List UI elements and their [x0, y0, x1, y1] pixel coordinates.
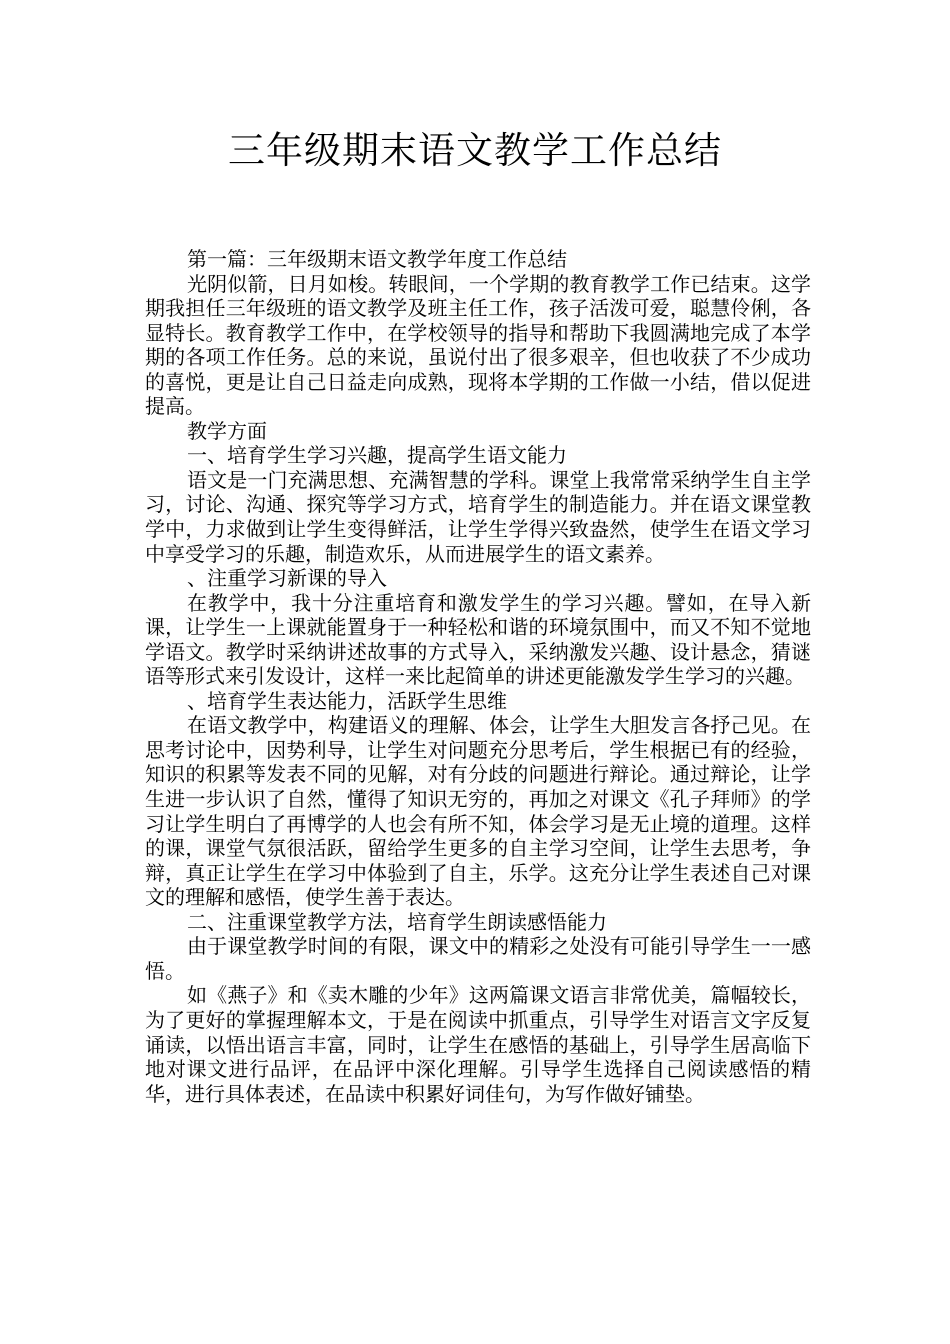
document-title: 三年级期末语文教学工作总结 — [228, 129, 722, 172]
section-heading-teaching: 教学方面 — [187, 418, 267, 443]
intro-paragraph: 光阴似箭，日月如梭。转眼间，一个学期的教育教学工作已结束。这学期我担任三年级班的语文教学及班主任工作，孩子活泼可爱，聪慧伶俐，各显特长。教育教学工作中，在学校领导的指导和帮助下我圆满地完成了本学期的各项工作任务。总的来说，虽说付出了很多艰辛，但也收获了不少成功的喜悦，更是让自己日益走向成熟，现将本学期的工作做一小结，借以促进提高。 — [145, 271, 811, 419]
subheading-new-lesson: 、注重学习新课的导入 — [187, 566, 387, 591]
paragraph-interest: 语文是一门充满思想、充满智慧的学科。课堂上我常常采纳学生自主学习，讨论、沟通、探究等学习方式，培育学生的制造能力。并在语文课堂教学中，力求做到让学生变得鲜活，让学生学得兴致盎然，使学生在语文学习中享受学习的乐趣，制造欢乐，从而进展学生的语文素养。 — [145, 467, 811, 566]
paragraph-new-lesson: 在教学中，我十分注重培育和激发学生的学习兴趣。譬如，在导入新课，让学生一上课就能置身于一种轻松和谐的环境氛围中，而又不知不觉地学语文。教学时采纳讲述故事的方式导入，采纳激发兴趣、设计悬念，猜谜语等形式来引发设计，这样一来比起简单的讲述更能激发学生学习的兴趣。 — [145, 590, 811, 689]
document-body — [145, 247, 811, 1106]
subheading-expression: 、培育学生表达能力，活跃学生思维 — [187, 688, 507, 713]
paragraph-reading-examples: 如《燕子》和《卖木雕的少年》这两篇课文语言非常优美，篇幅较长，为了更好的掌握理解本文，于是在阅读中抓重点，引导学生对语言文字反复诵读，以悟出语言丰富，同时，让学生在感悟的基础上，引导学生居高临下地对课文进行品评，在品评中深化理解。引导学生选择自己阅读感悟的精华，进行具体表述，在品读中积累好词佳句，为写作做好铺垫。 — [145, 983, 811, 1106]
subheading-interest: 一、培育学生学习兴趣，提高学生语文能力 — [187, 443, 567, 468]
section-heading-first: 第一篇：三年级期末语文教学年度工作总结 — [187, 247, 567, 271]
subheading-reading: 二、注重课堂教学方法，培育学生朗读感悟能力 — [187, 909, 607, 934]
paragraph-expression: 在语文教学中，构建语义的理解、体会，让学生大胆发言各抒己见。在思考讨论中，因势利导，让学生对问题充分思考后，学生根据已有的经验，知识的积累等发表不同的见解，对有分歧的问题进行辩论。通过辩论，让学生进一步认识了自然，懂得了知识无穷的，再加之对课文《孔子拜师》的学习让学生明白了再博学的人也会有所不知，体会学习是无止境的道理。这样的课，课堂气氛很活跃，留给学生更多的自主学习空间，让学生去思考，争辩，真正让学生在学习中体验到了自主，乐学。这充分让学生表述自己对课文的理解和感悟，使学生善于表达。 — [145, 713, 811, 910]
paragraph-reading-time: 由于课堂教学时间的有限，课文中的精彩之处没有可能引导学生一一感悟。 — [145, 934, 811, 983]
